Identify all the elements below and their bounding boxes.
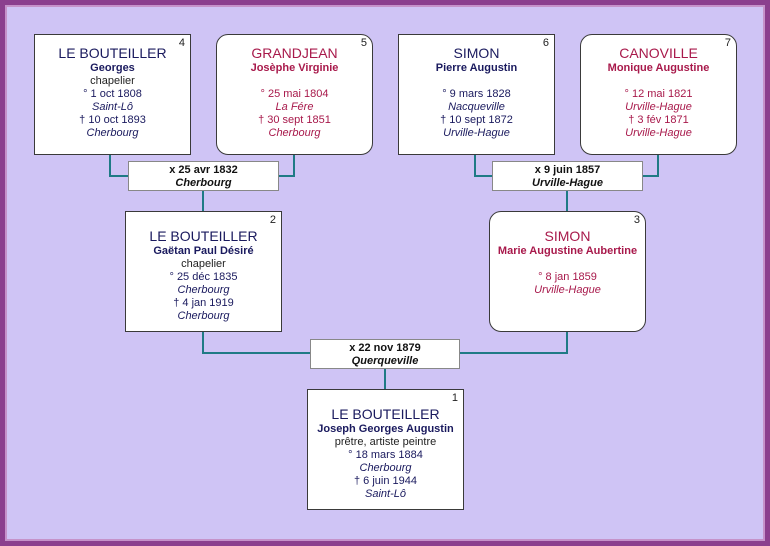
given-names: Joseph Georges Augustin (317, 423, 454, 435)
marriage-box-2-3[interactable] (310, 339, 460, 369)
death-date: † 6 juin 1944 (354, 475, 417, 487)
occupation: chapelier (181, 258, 226, 270)
given-names: Monique Augustine (607, 62, 710, 74)
surname: CANOVILLE (619, 45, 698, 61)
given-names: Josèphe Virginie (250, 62, 339, 74)
sosa-number: 3 (633, 214, 640, 226)
person-card-1[interactable] (307, 389, 464, 510)
sosa-number: 1 (451, 392, 458, 404)
spacer (490, 258, 645, 271)
birth-place: Urville-Hague (625, 101, 692, 113)
occupation: chapelier (90, 75, 135, 87)
surname: LE BOUTEILLER (58, 45, 167, 61)
birth-place: La Fére (275, 101, 314, 113)
marriage-box-4-5[interactable] (128, 161, 279, 191)
death-place: Cherbourg (268, 127, 321, 139)
birth-place: Saint-Lô (92, 101, 133, 113)
surname: LE BOUTEILLER (331, 406, 440, 422)
death-place: Saint-Lô (365, 488, 406, 500)
person-card-5[interactable] (216, 34, 373, 155)
death-date: † 10 sept 1872 (440, 114, 513, 126)
marriage-box-6-7[interactable] (492, 161, 643, 191)
death-place: Urville-Hague (443, 127, 510, 139)
sosa-number: 2 (269, 214, 276, 226)
birth-place: Cherbourg (359, 462, 412, 474)
sosa-number: 7 (724, 37, 731, 49)
spacer (581, 75, 736, 88)
sosa-number: 4 (178, 37, 185, 49)
birth-date: ° 25 mai 1804 (260, 88, 329, 100)
given-names: Pierre Augustin (435, 62, 518, 74)
death-date: † 10 oct 1893 (79, 114, 146, 126)
marriage-date: x 9 juin 1857 (534, 164, 601, 176)
birth-date: ° 18 mars 1884 (348, 449, 423, 461)
given-names: Marie Augustine Aubertine (497, 245, 638, 257)
surname: LE BOUTEILLER (149, 228, 258, 244)
person-card-4[interactable] (34, 34, 191, 155)
surname: SIMON (544, 228, 591, 244)
death-date: † 30 sept 1851 (258, 114, 331, 126)
birth-date: ° 12 mai 1821 (624, 88, 693, 100)
given-names: Gaëtan Paul Désiré (153, 245, 254, 257)
person-card-6[interactable] (398, 34, 555, 155)
birth-date: ° 9 mars 1828 (442, 88, 511, 100)
occupation: prêtre, artiste peintre (334, 436, 437, 448)
spacer (217, 75, 372, 88)
person-card-2[interactable] (125, 211, 282, 332)
given-names: Georges (90, 62, 135, 74)
surname: SIMON (453, 45, 500, 61)
marriage-date: x 25 avr 1832 (169, 164, 238, 176)
sosa-number: 6 (542, 37, 549, 49)
birth-date: ° 25 déc 1835 (169, 271, 238, 283)
sosa-number: 5 (360, 37, 367, 49)
death-date: † 3 fév 1871 (628, 114, 689, 126)
death-date: † 4 jan 1919 (173, 297, 234, 309)
birth-place: Cherbourg (177, 284, 230, 296)
birth-date: ° 8 jan 1859 (538, 271, 597, 283)
birth-date: ° 1 oct 1808 (83, 88, 142, 100)
person-card-7[interactable] (580, 34, 737, 155)
marriage-date: x 22 nov 1879 (349, 342, 421, 354)
person-card-3[interactable] (489, 211, 646, 332)
death-place: Cherbourg (86, 127, 139, 139)
birth-place: Nacqueville (448, 101, 505, 113)
marriage-place: Urville-Hague (532, 177, 603, 189)
birth-place: Urville-Hague (534, 284, 601, 296)
death-place: Urville-Hague (625, 127, 692, 139)
marriage-place: Querqueville (351, 355, 419, 367)
surname: GRANDJEAN (251, 45, 338, 61)
death-place: Cherbourg (177, 310, 230, 322)
spacer (399, 75, 554, 88)
marriage-place: Cherbourg (175, 177, 232, 189)
